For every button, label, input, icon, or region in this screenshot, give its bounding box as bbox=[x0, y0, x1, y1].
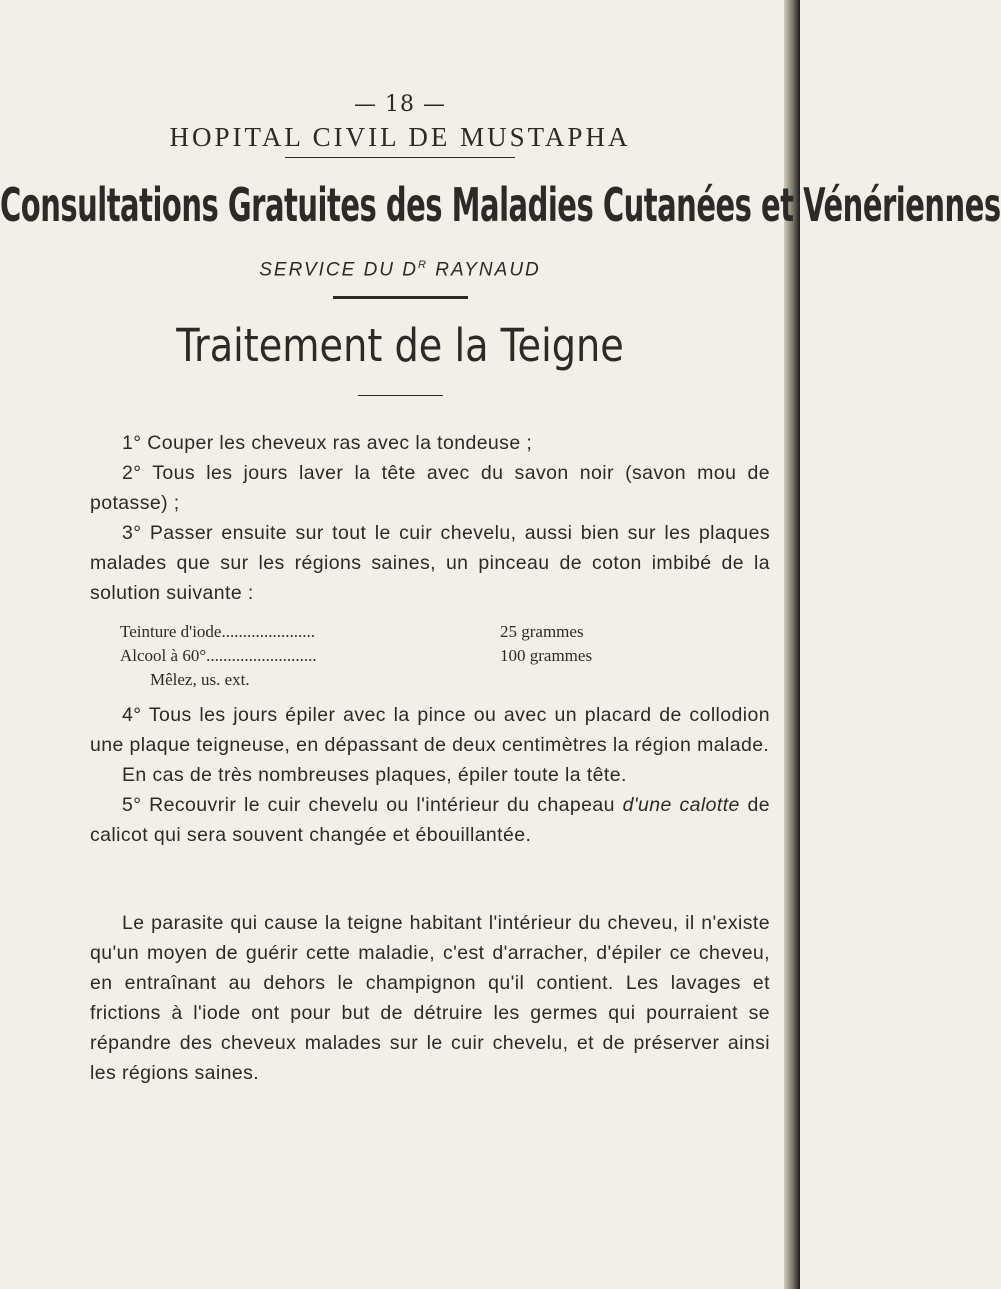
service-prefix: SERVICE DU D bbox=[259, 259, 419, 281]
divider-rule-2 bbox=[333, 296, 468, 299]
recipe-quantity: 100 grammes bbox=[500, 646, 593, 665]
step-1: 1° Couper les cheveux ras avec la tondeuse ; bbox=[122, 432, 533, 454]
document-title: Traitement de la Teigne bbox=[176, 319, 624, 372]
steps-block bbox=[90, 428, 770, 608]
step-4: 4° Tous les jours épiler avec la pince ou avec un placard de collodion une plaque teigneuse, en dépassant de deux centimètres la région malade. bbox=[90, 704, 770, 756]
step-4-continued: En cas de très nombreuses plaques, épiler toute la tête. bbox=[122, 764, 627, 786]
divider-rule-3 bbox=[358, 395, 443, 396]
recipe-note: Mêlez, us. ext. bbox=[150, 670, 250, 689]
service-suffix: RAYNAUD bbox=[427, 259, 541, 281]
step-5-text: 5° Recouvrir le cuir chevelu ou l'intérieur du chapeau bbox=[122, 794, 623, 816]
recipe-block bbox=[120, 620, 740, 692]
step-5 bbox=[90, 790, 770, 850]
step-5-italic: d'une calotte bbox=[622, 794, 740, 816]
recipe-ingredient: Teinture d'iode...................... bbox=[120, 622, 315, 641]
recipe-row bbox=[120, 644, 740, 668]
step-3: 3° Passer ensuite sur tout le cuir chevelu, aussi bien sur les plaques malades que sur les régions saines, un pinceau de coton imbibé de la solution suivante : bbox=[90, 522, 770, 604]
step-2: 2° Tous les jours laver la tête avec du savon noir (savon mou de potasse) ; bbox=[90, 462, 770, 514]
recipe-quantity: 25 grammes bbox=[500, 622, 584, 641]
closing-paragraph-block bbox=[90, 908, 770, 1088]
service-heading bbox=[0, 259, 800, 281]
consultations-heading: Consultations Gratuites des Maladies Cutanées et Vénériennes bbox=[0, 178, 1001, 233]
recipe-row bbox=[120, 620, 740, 644]
divider-rule-1 bbox=[285, 157, 515, 158]
step-5-text-end: de calicot qui sera souvent changée et ébouillantée. bbox=[90, 794, 770, 846]
hospital-heading: HOPITAL CIVIL DE MUSTAPHA bbox=[169, 122, 631, 152]
recipe-ingredient: Alcool à 60°.......................... bbox=[120, 646, 317, 665]
closing-paragraph: Le parasite qui cause la teigne habitant l'intérieur du cheveu, il n'existe qu'un moyen de guérir cette maladie, c'est d'arracher, d'épiler ce cheveu, en entraînant au dehors le champignon qu'il contient. Les lavages et frictions à l'iode ont pour but de détruire les germes qui pourraient se répandre des cheveux malades sur le cuir chevelu, et de préserver ainsi les régions saines. bbox=[90, 912, 770, 1084]
page-number: — 18 — bbox=[354, 92, 446, 117]
service-superscript: R bbox=[418, 259, 428, 271]
steps-block-2 bbox=[90, 700, 770, 850]
